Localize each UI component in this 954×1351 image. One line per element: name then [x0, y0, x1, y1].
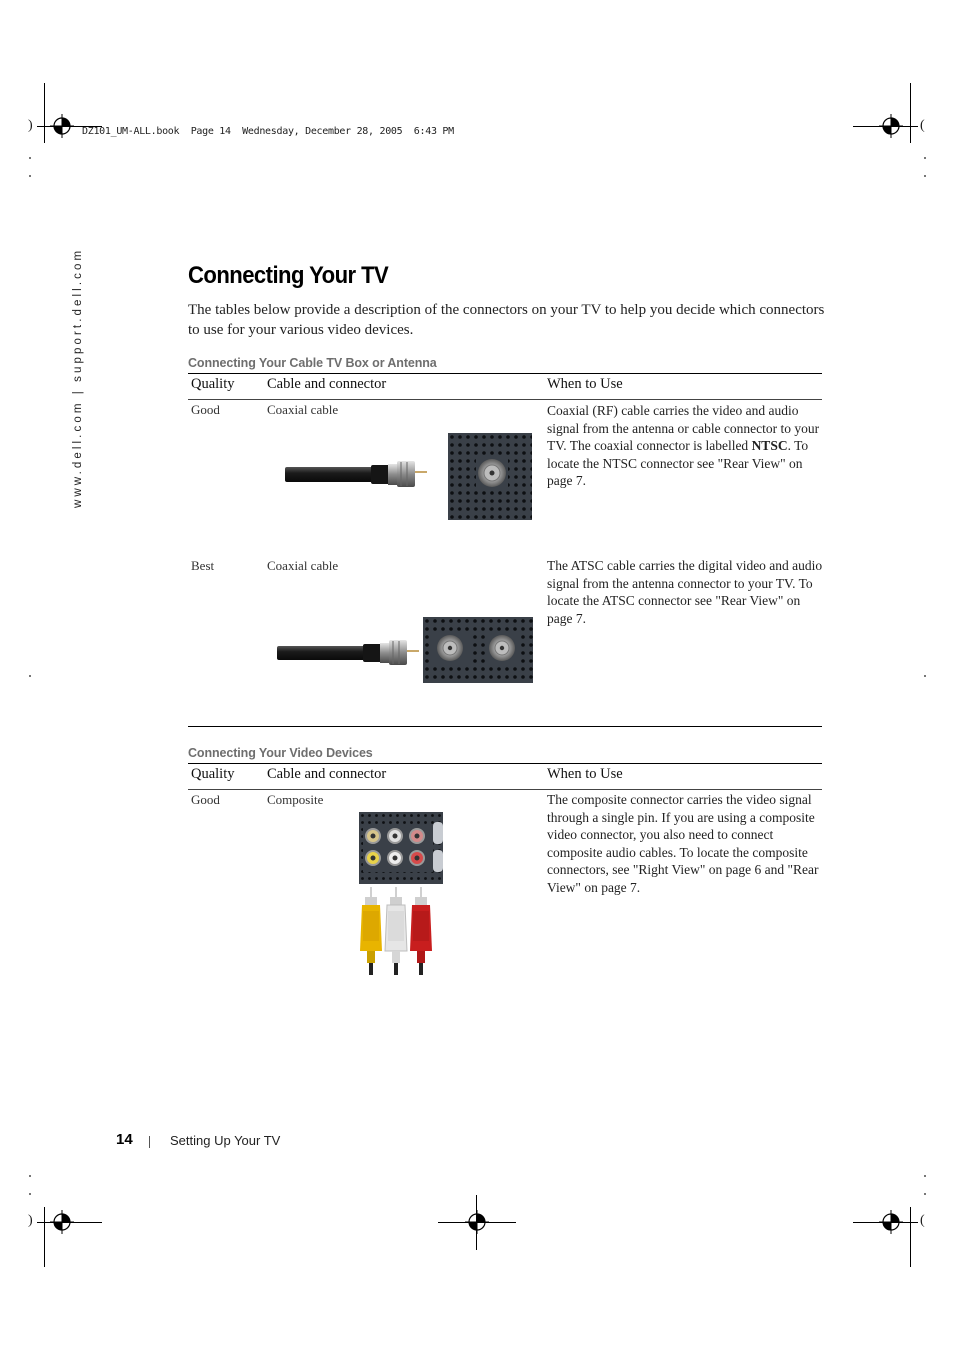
atsc-connector-image: [423, 617, 533, 683]
crop-dot: [924, 1175, 926, 1177]
description-text: . To locate the NTSC connector see "Rear View" on page 7.: [547, 438, 809, 489]
print-slug: DZ101_UM-ALL.book Page 14 Wednesday, December 28, 2005 6:43 PM: [82, 126, 454, 137]
footer-divider: [149, 1136, 150, 1148]
crop-dot: [924, 157, 926, 159]
description-emphasis: NTSC: [751, 438, 788, 454]
crop-mark: [44, 83, 45, 143]
table-top-rule: [188, 763, 822, 764]
header-cable-connector: Cable and connector: [267, 376, 387, 392]
table-bottom-rule: [188, 726, 822, 727]
page-number: 14: [116, 1131, 133, 1148]
coaxial-cable-image: [283, 456, 429, 488]
section-title: Setting Up Your TV: [170, 1133, 281, 1148]
ntsc-connector-image: [448, 433, 532, 520]
crop-dot: [29, 1175, 31, 1177]
composite-jacks-image: [359, 812, 443, 884]
header-when-to-use: When to Use: [547, 376, 623, 392]
registration-mark-icon: [465, 1210, 489, 1234]
crop-mark: [910, 83, 911, 143]
table-title: Connecting Your Video Devices: [188, 746, 373, 760]
header-cable-connector: Cable and connector: [267, 766, 387, 782]
crop-dot: [924, 675, 926, 677]
description-cell: [547, 791, 823, 897]
cable-cell: Coaxial cable: [267, 558, 339, 573]
table-title: Connecting Your Cable TV Box or Antenna: [188, 356, 437, 370]
header-when-to-use: When to Use: [547, 766, 623, 782]
registration-mark-icon: [50, 114, 74, 138]
header-quality: Quality: [191, 766, 235, 782]
description-text: Coaxial (RF) cable carries the video and audio signal from the antenna or cable connector to your TV. The coaxial connector is labelled: [547, 403, 820, 454]
table-top-rule: [188, 373, 822, 374]
bracket-mark: ): [28, 118, 33, 133]
crop-dot: [924, 175, 926, 177]
bracket-mark: (: [920, 118, 925, 133]
coaxial-cable-image: [275, 637, 421, 669]
intro-paragraph: The tables below provide a description of the connectors on your TV to help you decide which connectors to use for your various video devices.: [188, 302, 825, 338]
header-quality: Quality: [191, 376, 235, 392]
quality-cell: Good: [191, 792, 220, 807]
crop-dot: [924, 1193, 926, 1195]
page-title: Connecting Your TV: [188, 262, 389, 289]
crop-dot: [29, 175, 31, 177]
side-url: www.dell.com | support.dell.com: [72, 247, 84, 508]
crop-dot: [29, 1193, 31, 1195]
header-rule: [188, 399, 822, 400]
quality-cell: Best: [191, 558, 215, 573]
registration-mark-icon: [50, 1210, 74, 1234]
header-rule: [188, 789, 822, 790]
description-cell: [547, 402, 823, 490]
crop-dot: [29, 675, 31, 677]
composite-cable-image: [358, 887, 436, 975]
crop-dot: [29, 157, 31, 159]
crop-mark: [44, 1207, 45, 1267]
registration-mark-icon: [879, 114, 903, 138]
cable-cell: Coaxial cable: [267, 402, 339, 417]
quality-cell: Good: [191, 402, 220, 417]
bracket-mark: (: [920, 1213, 925, 1228]
description-cell: [547, 557, 823, 627]
registration-mark-icon: [879, 1210, 903, 1234]
cable-cell: Composite: [267, 792, 324, 807]
description-text: The composite connector carries the video signal through a single pin. If you are using a composite video connector, you also need to connect composite audio cables. To locate the composite connectors, see "Right View" on page 6 and "Rear View" on page 7.: [547, 792, 819, 895]
crop-mark: [910, 1207, 911, 1267]
description-text: The ATSC cable carries the digital video and audio signal from the antenna connector to your TV. To locate the ATSC connector see "Rear View" on page 7.: [547, 558, 823, 626]
bracket-mark: ): [28, 1213, 33, 1228]
